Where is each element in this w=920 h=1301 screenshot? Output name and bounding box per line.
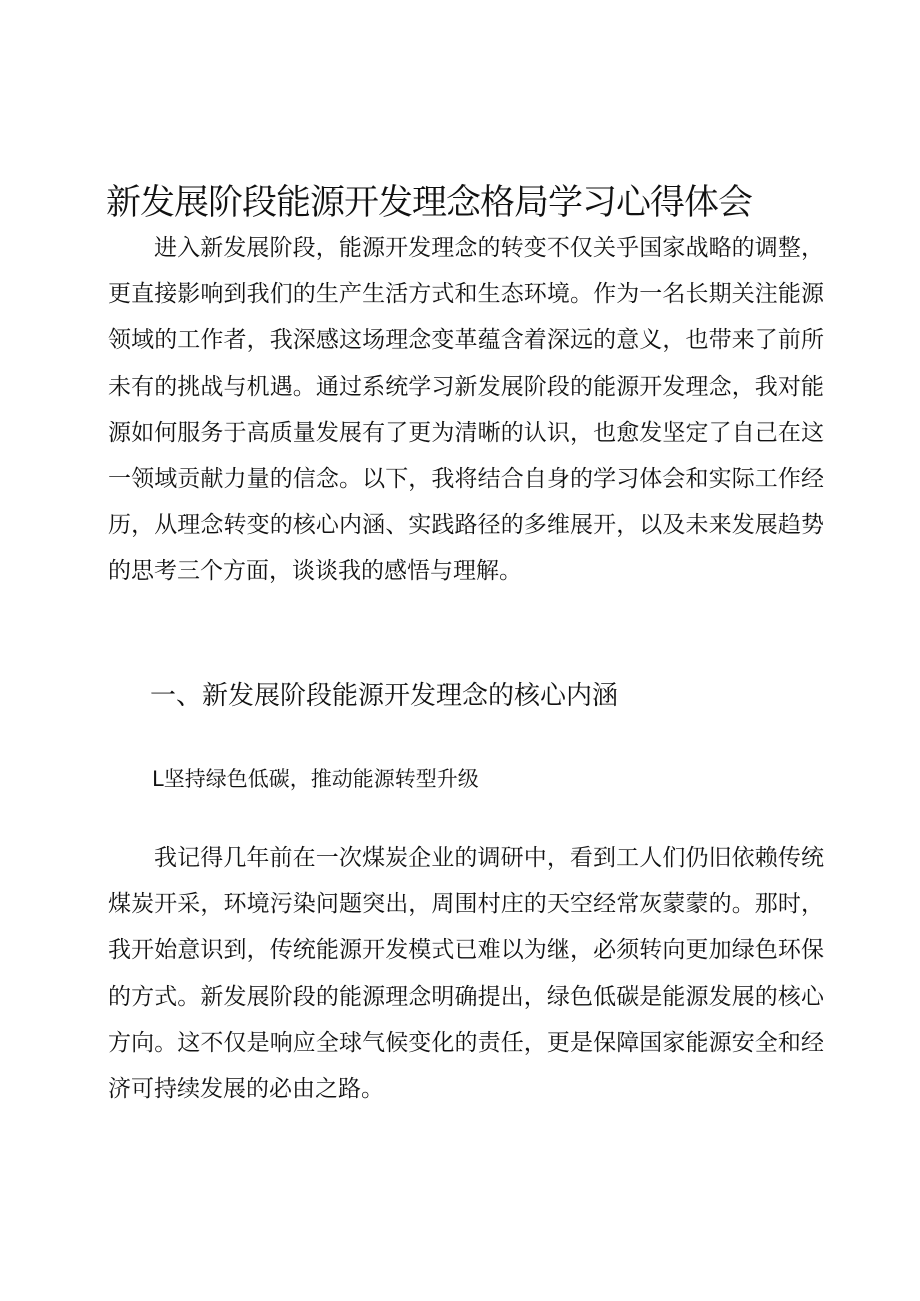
document-title: 新发展阶段能源开发理念格局学习心得体会 — [106, 183, 753, 223]
subsection-1-paragraph: 我记得几年前在一次煤炭企业的调研中，看到工人们仍旧依赖传统煤炭开采，环境污染问题突出，周围村庄的天空经常灰蒙蒙的。那时，我开始意识到，传统能源开发模式已难以为继，必须转向更加绿色环保的方式。新发展阶段的能源理念明确提出，绿色低碳是能源发展的核心方向。这不仅是响应全球气候变化的责任，更是保障国家能源安全和经济可持续发展的必由之路。 — [108, 845, 824, 1103]
subsection-heading-1: L坚持绿色低碳，推动能源转型升级 — [152, 767, 479, 791]
section-heading-1: 一、新发展阶段能源开发理念的核心内涵 — [150, 681, 619, 711]
intro-paragraph: 进入新发展阶段，能源开发理念的转变不仅关乎国家战略的调整，更直接影响到我们的生产生活方式和生态环境。作为一名长期关注能源领域的工作者，我深感这场理念变革蕴含着深远的意义，也带来了前所未有的挑战与机遇。通过系统学习新发展阶段的能源开发理念，我对能源如何服务于高质量发展有了更为清晰的认识，也愈发坚定了自己在这一领域贡献力量的信念。以下，我将结合自身的学习体会和实际工作经历，从理念转变的核心内涵、实践路径的多维展开，以及未来发展趋势的思考三个方面，谈谈我的感悟与理解。 — [108, 235, 824, 585]
